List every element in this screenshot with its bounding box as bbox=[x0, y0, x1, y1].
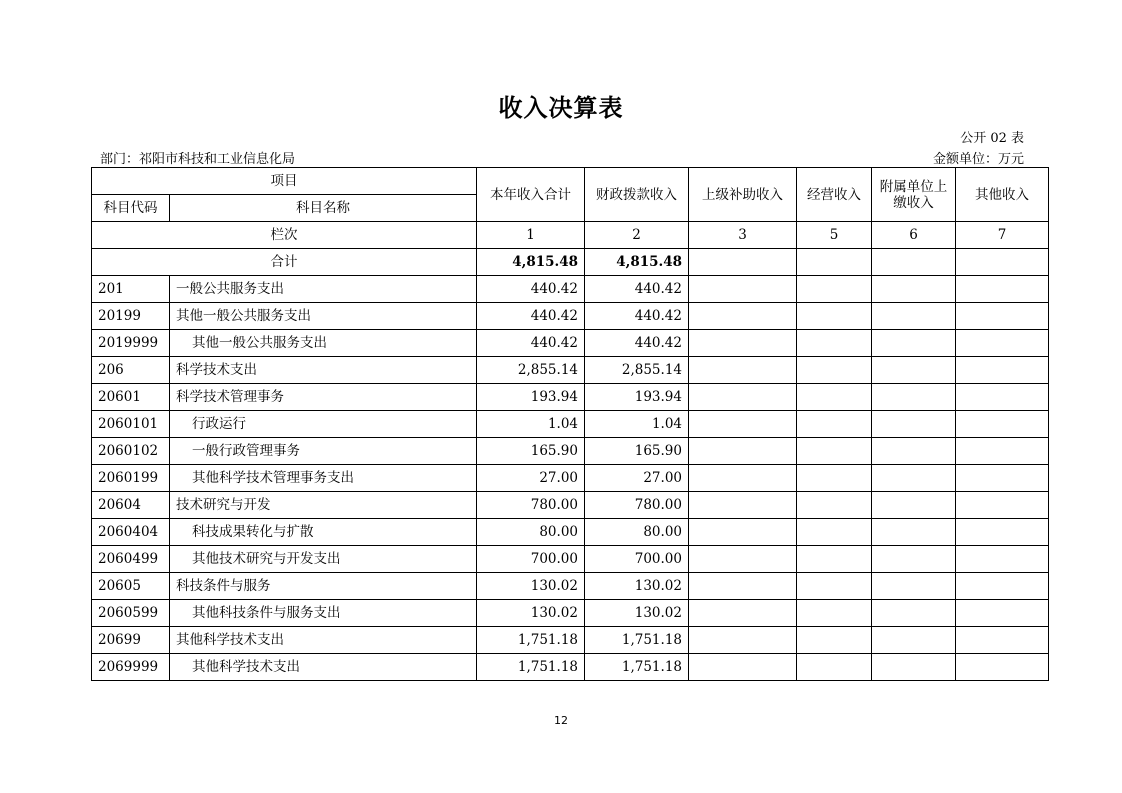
subject-code: 201 bbox=[92, 276, 170, 303]
total-income: 80.00 bbox=[477, 519, 585, 546]
total-income: 700.00 bbox=[477, 546, 585, 573]
fiscal-income: 700.00 bbox=[585, 546, 689, 573]
empty-cell bbox=[797, 384, 872, 411]
total-income: 2,855.14 bbox=[477, 357, 585, 384]
empty-cell bbox=[956, 465, 1049, 492]
empty-cell bbox=[689, 384, 797, 411]
table-row bbox=[92, 303, 1049, 330]
empty-cell bbox=[797, 654, 872, 681]
subject-name: 其他一般公共服务支出 bbox=[170, 330, 477, 357]
fiscal-income: 130.02 bbox=[585, 600, 689, 627]
total-income: 1,751.18 bbox=[477, 654, 585, 681]
header-operating-income: 经营收入 bbox=[797, 168, 872, 222]
empty-cell bbox=[689, 600, 797, 627]
empty-cell bbox=[689, 249, 797, 276]
empty-cell bbox=[689, 546, 797, 573]
empty-cell bbox=[689, 357, 797, 384]
column-number: 2 bbox=[585, 222, 689, 249]
empty-cell bbox=[872, 573, 956, 600]
empty-cell bbox=[956, 411, 1049, 438]
empty-cell bbox=[872, 411, 956, 438]
subject-code: 206 bbox=[92, 357, 170, 384]
empty-cell bbox=[872, 384, 956, 411]
summary-fiscal: 4,815.48 bbox=[585, 249, 689, 276]
empty-cell bbox=[956, 600, 1049, 627]
column-number: 7 bbox=[956, 222, 1049, 249]
fiscal-income: 80.00 bbox=[585, 519, 689, 546]
fiscal-income: 193.94 bbox=[585, 384, 689, 411]
total-income: 193.94 bbox=[477, 384, 585, 411]
empty-cell bbox=[872, 492, 956, 519]
fiscal-income: 780.00 bbox=[585, 492, 689, 519]
subject-code: 2060499 bbox=[92, 546, 170, 573]
total-income: 440.42 bbox=[477, 303, 585, 330]
column-number: 3 bbox=[689, 222, 797, 249]
empty-cell bbox=[689, 330, 797, 357]
total-income: 165.90 bbox=[477, 438, 585, 465]
fiscal-income: 440.42 bbox=[585, 330, 689, 357]
header-other-income: 其他收入 bbox=[956, 168, 1049, 222]
subject-name: 行政运行 bbox=[170, 411, 477, 438]
page-number: 12 bbox=[554, 714, 568, 727]
empty-cell bbox=[956, 330, 1049, 357]
empty-cell bbox=[956, 438, 1049, 465]
empty-cell bbox=[872, 438, 956, 465]
empty-cell bbox=[797, 519, 872, 546]
table-row bbox=[92, 357, 1049, 384]
subject-name: 科技成果转化与扩散 bbox=[170, 519, 477, 546]
header-project: 项目 bbox=[92, 168, 477, 195]
empty-cell bbox=[797, 411, 872, 438]
subject-name: 技术研究与开发 bbox=[170, 492, 477, 519]
column-order-row bbox=[92, 222, 1049, 249]
subject-code: 2019999 bbox=[92, 330, 170, 357]
table-row bbox=[92, 330, 1049, 357]
empty-cell bbox=[872, 330, 956, 357]
empty-cell bbox=[797, 627, 872, 654]
empty-cell bbox=[956, 249, 1049, 276]
empty-cell bbox=[689, 654, 797, 681]
fiscal-income: 2,855.14 bbox=[585, 357, 689, 384]
subject-name: 科学技术管理事务 bbox=[170, 384, 477, 411]
table-row bbox=[92, 600, 1049, 627]
subject-name: 其他一般公共服务支出 bbox=[170, 303, 477, 330]
header-row-1 bbox=[92, 168, 1049, 195]
empty-cell bbox=[956, 573, 1049, 600]
empty-cell bbox=[689, 303, 797, 330]
empty-cell bbox=[872, 600, 956, 627]
department-label: 部门：祁阳市科技和工业信息化局 bbox=[100, 152, 296, 167]
fiscal-income: 165.90 bbox=[585, 438, 689, 465]
empty-cell bbox=[872, 519, 956, 546]
summary-label: 合计 bbox=[92, 249, 477, 276]
fiscal-income: 1,751.18 bbox=[585, 654, 689, 681]
total-income: 130.02 bbox=[477, 600, 585, 627]
empty-cell bbox=[956, 384, 1049, 411]
table-row bbox=[92, 411, 1049, 438]
fiscal-income: 440.42 bbox=[585, 276, 689, 303]
subject-name: 一般行政管理事务 bbox=[170, 438, 477, 465]
total-income: 1,751.18 bbox=[477, 627, 585, 654]
header-subject-name: 科目名称 bbox=[170, 195, 477, 222]
table-row bbox=[92, 492, 1049, 519]
table-row bbox=[92, 573, 1049, 600]
table-row bbox=[92, 276, 1049, 303]
subject-code: 20605 bbox=[92, 573, 170, 600]
empty-cell bbox=[956, 303, 1049, 330]
empty-cell bbox=[956, 654, 1049, 681]
total-income: 440.42 bbox=[477, 330, 585, 357]
empty-cell bbox=[797, 465, 872, 492]
empty-cell bbox=[797, 357, 872, 384]
subject-name: 其他科技条件与服务支出 bbox=[170, 600, 477, 627]
empty-cell bbox=[956, 627, 1049, 654]
empty-cell bbox=[689, 465, 797, 492]
empty-cell bbox=[956, 492, 1049, 519]
subject-code: 2060101 bbox=[92, 411, 170, 438]
table-row bbox=[92, 519, 1049, 546]
table-row bbox=[92, 438, 1049, 465]
empty-cell bbox=[797, 276, 872, 303]
empty-cell bbox=[797, 438, 872, 465]
empty-cell bbox=[872, 546, 956, 573]
table-row bbox=[92, 465, 1049, 492]
column-number: 6 bbox=[872, 222, 956, 249]
column-number: 5 bbox=[797, 222, 872, 249]
table-row bbox=[92, 384, 1049, 411]
empty-cell bbox=[689, 573, 797, 600]
fiscal-income: 27.00 bbox=[585, 465, 689, 492]
empty-cell bbox=[872, 303, 956, 330]
subject-code: 20199 bbox=[92, 303, 170, 330]
empty-cell bbox=[689, 276, 797, 303]
empty-cell bbox=[689, 627, 797, 654]
subject-name: 其他技术研究与开发支出 bbox=[170, 546, 477, 573]
empty-cell bbox=[797, 249, 872, 276]
subject-code: 2060404 bbox=[92, 519, 170, 546]
column-number: 1 bbox=[477, 222, 585, 249]
form-number: 公开 02 表 bbox=[960, 131, 1024, 146]
empty-cell bbox=[872, 249, 956, 276]
empty-cell bbox=[689, 519, 797, 546]
empty-cell bbox=[797, 492, 872, 519]
empty-cell bbox=[797, 546, 872, 573]
empty-cell bbox=[956, 519, 1049, 546]
fiscal-income: 130.02 bbox=[585, 573, 689, 600]
header-upper-subsidy: 上级补助收入 bbox=[689, 168, 797, 222]
empty-cell bbox=[956, 276, 1049, 303]
empty-cell bbox=[797, 573, 872, 600]
empty-cell bbox=[797, 303, 872, 330]
empty-cell bbox=[872, 276, 956, 303]
empty-cell bbox=[689, 411, 797, 438]
empty-cell bbox=[872, 465, 956, 492]
page-title: 收入决算表 bbox=[498, 93, 624, 122]
fiscal-income: 440.42 bbox=[585, 303, 689, 330]
income-final-accounts-table bbox=[91, 167, 1049, 681]
subject-code: 20699 bbox=[92, 627, 170, 654]
subject-code: 20601 bbox=[92, 384, 170, 411]
amount-unit-label: 金额单位：万元 bbox=[932, 152, 1024, 167]
empty-cell bbox=[956, 546, 1049, 573]
total-income: 780.00 bbox=[477, 492, 585, 519]
subject-code: 2060199 bbox=[92, 465, 170, 492]
header-total-income: 本年收入合计 bbox=[477, 168, 585, 222]
empty-cell bbox=[689, 438, 797, 465]
empty-cell bbox=[872, 654, 956, 681]
subject-code: 20604 bbox=[92, 492, 170, 519]
subject-code: 2060599 bbox=[92, 600, 170, 627]
empty-cell bbox=[797, 600, 872, 627]
fiscal-income: 1.04 bbox=[585, 411, 689, 438]
table-row bbox=[92, 654, 1049, 681]
total-income: 130.02 bbox=[477, 573, 585, 600]
header-subject-code: 科目代码 bbox=[92, 195, 170, 222]
subject-name: 一般公共服务支出 bbox=[170, 276, 477, 303]
empty-cell bbox=[872, 357, 956, 384]
subject-name: 科学技术支出 bbox=[170, 357, 477, 384]
subject-code: 2060102 bbox=[92, 438, 170, 465]
table-row bbox=[92, 546, 1049, 573]
header-fiscal-income: 财政拨款收入 bbox=[585, 168, 689, 222]
subject-name: 其他科学技术支出 bbox=[170, 654, 477, 681]
table-row bbox=[92, 627, 1049, 654]
summary-row bbox=[92, 249, 1049, 276]
summary-total: 4,815.48 bbox=[477, 249, 585, 276]
subject-name: 其他科学技术支出 bbox=[170, 627, 477, 654]
empty-cell bbox=[797, 330, 872, 357]
total-income: 1.04 bbox=[477, 411, 585, 438]
subject-name: 科技条件与服务 bbox=[170, 573, 477, 600]
subject-code: 2069999 bbox=[92, 654, 170, 681]
subject-name: 其他科学技术管理事务支出 bbox=[170, 465, 477, 492]
total-income: 440.42 bbox=[477, 276, 585, 303]
header-affiliated-income: 附属单位上缴收入 bbox=[872, 168, 956, 222]
empty-cell bbox=[956, 357, 1049, 384]
column-order-label: 栏次 bbox=[92, 222, 477, 249]
total-income: 27.00 bbox=[477, 465, 585, 492]
empty-cell bbox=[872, 627, 956, 654]
empty-cell bbox=[689, 492, 797, 519]
fiscal-income: 1,751.18 bbox=[585, 627, 689, 654]
